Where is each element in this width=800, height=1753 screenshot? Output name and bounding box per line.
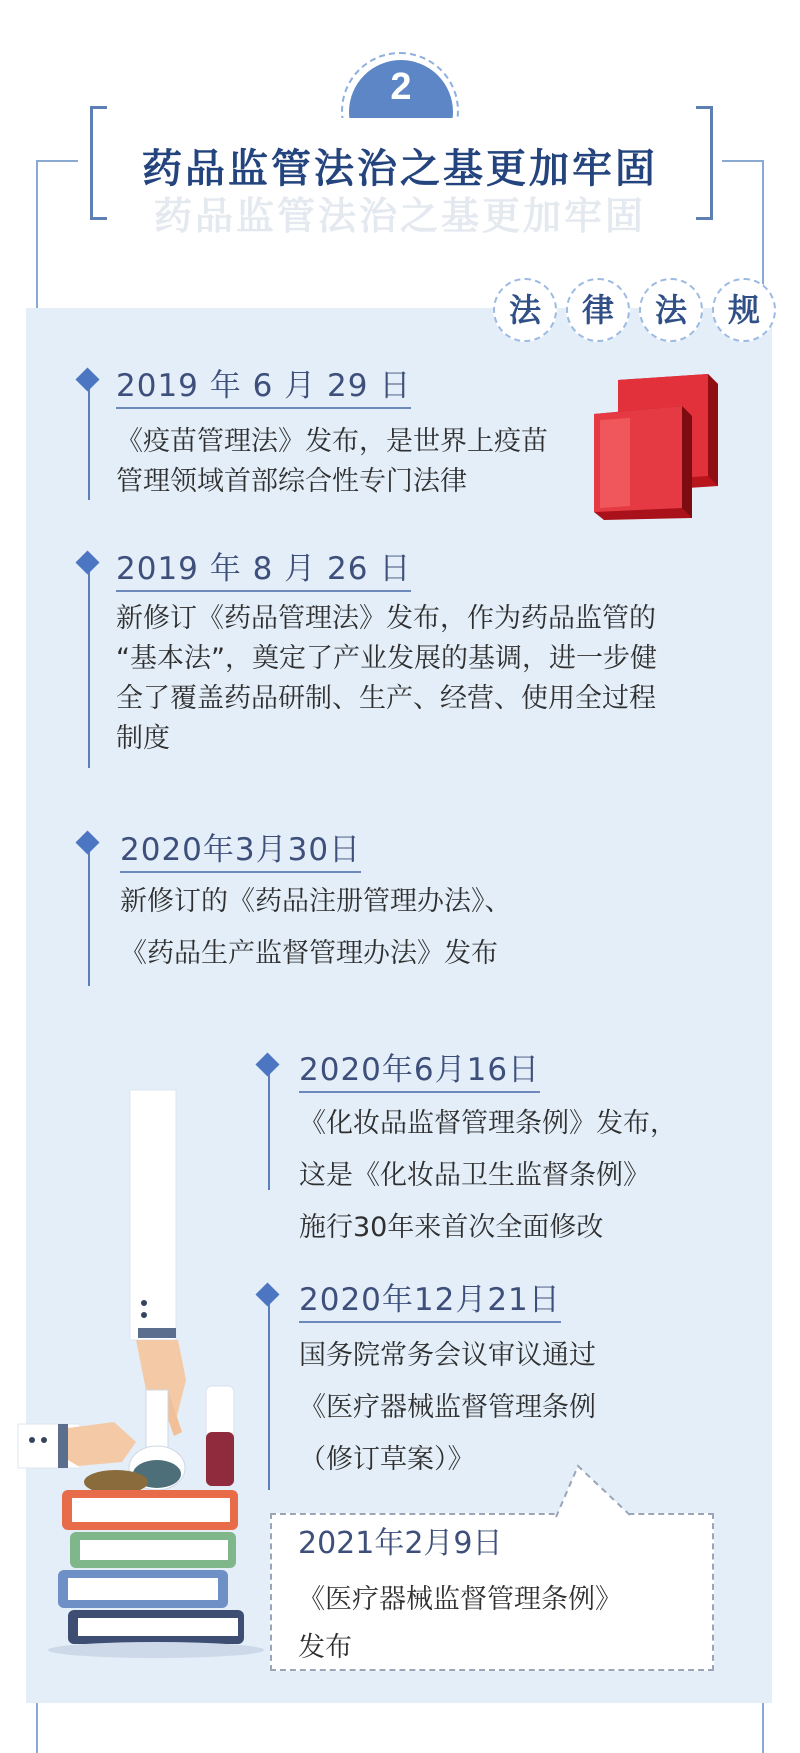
- timeline-line: [88, 372, 90, 500]
- desc-line: 发布: [298, 1632, 352, 1663]
- timeline-date-plain: 2021年2月9日: [298, 1526, 503, 1561]
- section-number: 2: [390, 66, 412, 108]
- page-title-reflection: 药品监管法治之基更加牢固: [153, 194, 646, 238]
- desc-line: 制度: [116, 723, 170, 754]
- books-and-flask-illustration: [18, 1090, 268, 1690]
- desc-line: 《疫苗管理法》发布，是世界上疫苗: [116, 426, 548, 457]
- category-tag: 法: [639, 278, 703, 342]
- desc-line: “基本法”，奠定了产业发展的基调，进一步健: [116, 643, 657, 674]
- timeline-date: 2019 年 6 月 29 日: [116, 360, 411, 409]
- category-tag: 律: [566, 278, 630, 342]
- timeline-line: [268, 1292, 270, 1490]
- desc-line: 这是《化妆品卫生监督条例》: [299, 1160, 650, 1191]
- timeline-desc: [120, 882, 512, 974]
- timeline-date: 2020年3月30日: [120, 824, 361, 873]
- desc-line: 《医疗器械监督管理条例》: [298, 1584, 622, 1615]
- timeline-line: [88, 838, 90, 986]
- category-tag: 规: [712, 278, 776, 342]
- timeline-date: 2020年6月16日: [299, 1044, 540, 1093]
- desc-line: 全了覆盖药品研制、生产、经营、使用全过程: [116, 683, 656, 714]
- desc-line: 《医疗器械监督管理条例: [299, 1392, 596, 1423]
- timeline-line: [88, 562, 90, 768]
- category-tag: 法: [493, 278, 557, 342]
- law-book-icon: [590, 370, 730, 520]
- timeline-date: 2019 年 8 月 26 日: [116, 543, 411, 592]
- desc-line: 新修订的《药品注册管理办法》、: [120, 886, 512, 917]
- desc-line: 《药品生产监督管理办法》发布: [120, 938, 498, 969]
- bubble-tail: [548, 1462, 638, 1518]
- desc-line: 国务院常务会议审议通过: [299, 1340, 596, 1371]
- desc-line: 《化妆品监督管理条例》发布，: [299, 1108, 677, 1139]
- timeline-desc: [299, 1098, 677, 1254]
- timeline-desc: [116, 599, 657, 759]
- page-title: 药品监管法治之基更加牢固: [142, 146, 658, 192]
- desc-line: 新修订《药品管理法》发布，作为药品监管的: [116, 603, 656, 634]
- timeline-desc: [298, 1576, 622, 1672]
- timeline-desc: [116, 422, 548, 502]
- desc-line: 施行30年来首次全面修改: [299, 1212, 604, 1243]
- desc-line: （修订草案）》: [299, 1444, 475, 1475]
- desc-line: 管理领域首部综合性专门法律: [116, 466, 467, 497]
- timeline-line: [268, 1062, 270, 1190]
- timeline-date: 2020年12月21日: [299, 1274, 561, 1323]
